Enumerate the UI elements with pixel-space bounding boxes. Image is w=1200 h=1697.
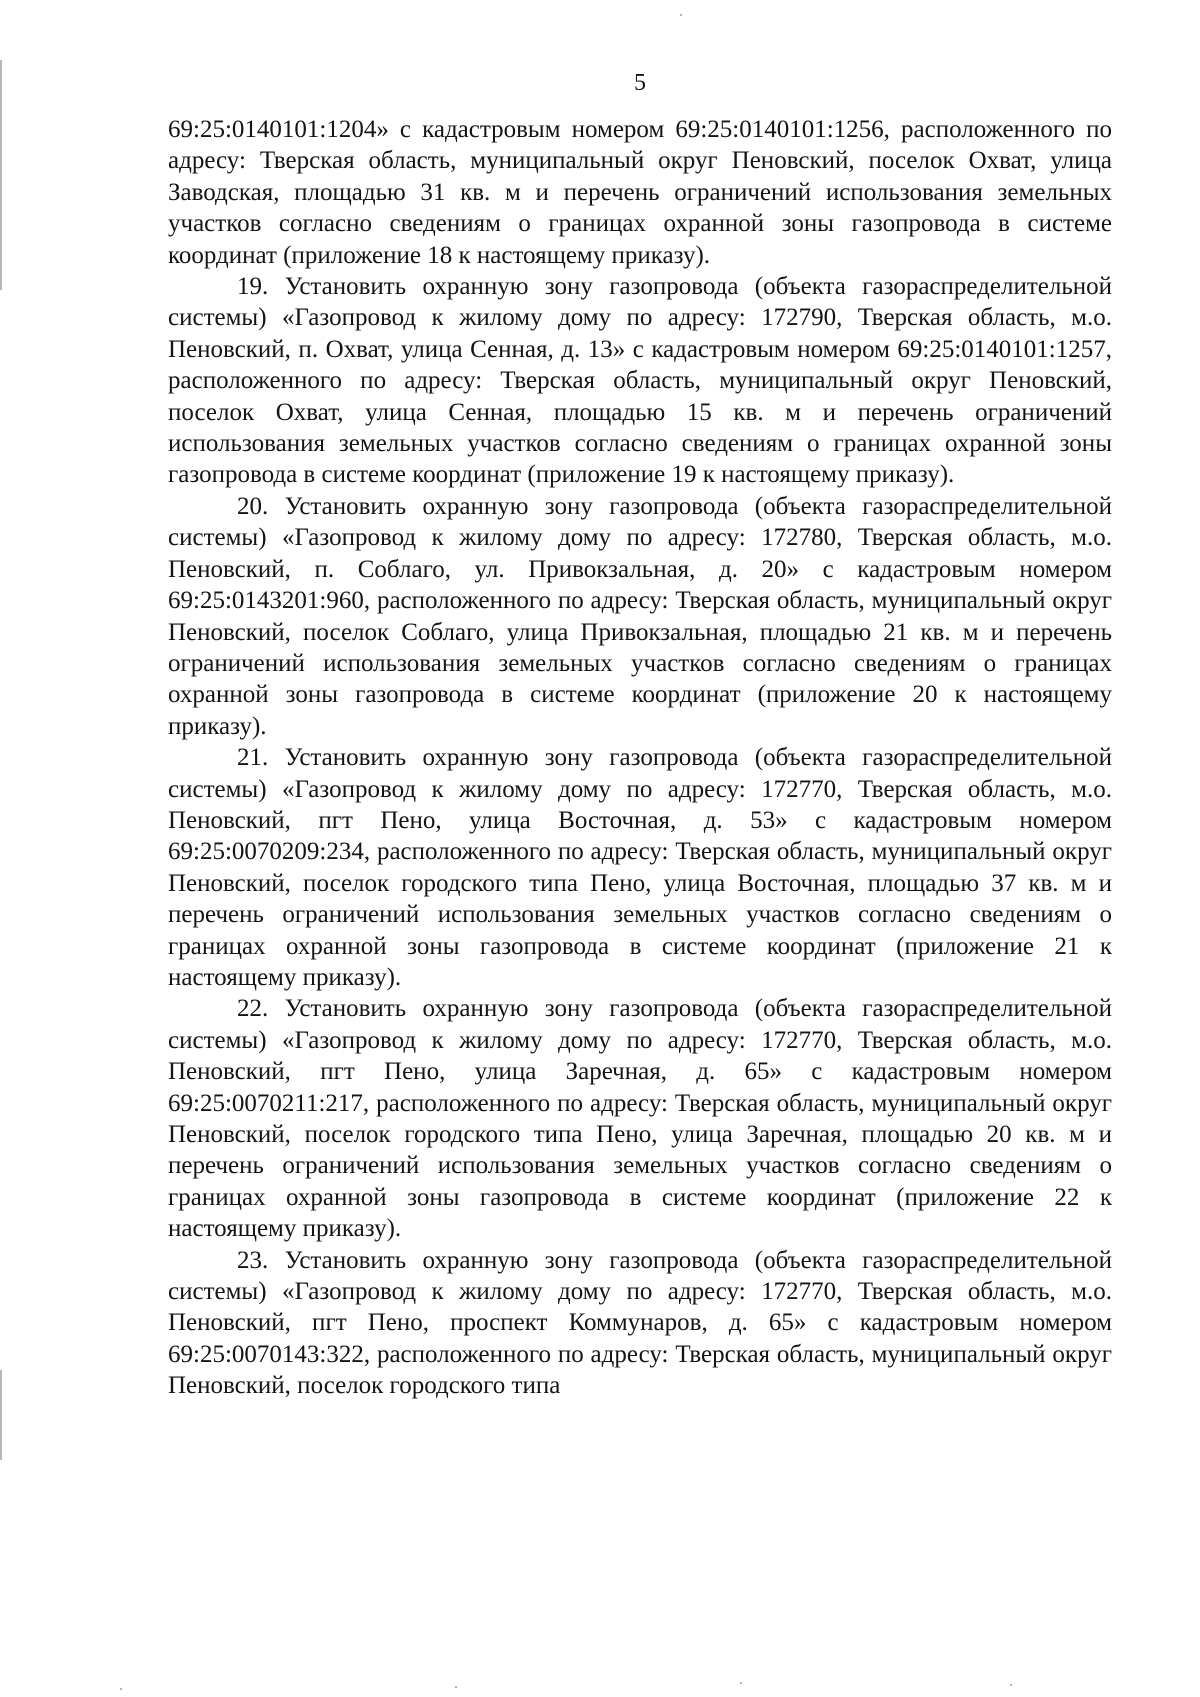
paragraph-item-19: 19. Установить охранную зону газопровода (объекта газораспределительной системы) «Газопровод к жилому дому по адресу: 172790, Тверская область, м.о. Пеновский, п. Охват, улица Сенная, д. 13» с кадастровым номером 69:25:0140101:1257, расположенного по адресу: Тверская область, муниципальный округ Пеновский, поселок Охват, улица Сенная, площадью 15 кв. м и перечень ограничений использования земельных участков согласно сведениям о границах охранной зоны газопровода в системе координат (приложение 19 к настоящему приказу). <box>168 273 1112 489</box>
document-body <box>168 114 1112 1402</box>
paragraph-item-20: 20. Установить охранную зону газопровода (объекта газораспределительной системы) «Газопровод к жилому дому по адресу: 172780, Тверская область, м.о. Пеновский, п. Соблаго, ул. Привокзальная, д. 20» с кадастровым номером 69:25:0143201:960, расположенного по адресу: Тверская область, муниципальный округ Пеновский, поселок Соблаго, улица Привокзальная, площадью 21 кв. м и перечень ограничений использования земельных участков согласно сведениям о границах охранной зоны газопровода в системе координат (приложение 20 к настоящему приказу). <box>168 492 1112 740</box>
scan-speck <box>1010 1684 1012 1686</box>
paragraph-item-23: 23. Установить охранную зону газопровода (объекта газораспределительной системы) «Газопровод к жилому дому по адресу: 172770, Тверская область, м.о. Пеновский, пгт Пено, проспект Коммунаров, д. 65» с кадастровым номером 69:25:0070143:322, расположенного по адресу: Тверская область, муниципальный округ Пеновский, поселок городского типа <box>168 1246 1112 1400</box>
scan-speck <box>455 1686 457 1688</box>
scan-speck <box>120 1688 122 1690</box>
page-number: 5 <box>634 70 646 96</box>
paragraph-continuation: 69:25:0140101:1204» с кадастровым номером 69:25:0140101:1256, расположенного по адресу: Тверская область, муниципальный округ Пеновский, поселок Охват, улица Заводская, площадью 31 кв. м и перечень ограничений использования земельных участков согласно сведениям о границах охранной зоны газопровода в системе координат (приложение 18 к настоящему приказу). <box>168 116 1112 269</box>
scan-speck <box>680 14 682 16</box>
paragraph-item-22: 22. Установить охранную зону газопровода (объекта газораспределительной системы) «Газопровод к жилому дому по адресу: 172770, Тверская область, м.о. Пеновский, пгт Пено, улица Заречная, д. 65» с кадастровым номером 69:25:0070211:217, расположенного по адресу: Тверская область, муниципальный округ Пеновский, поселок городского типа Пено, улица Заречная, площадью 20 кв. м и перечень ограничений использования земельных участков согласно сведениям о границах охранной зоны газопровода в системе координат (приложение 22 к настоящему приказу). <box>168 995 1112 1243</box>
paragraph-item-21: 21. Установить охранную зону газопровода (объекта газораспределительной системы) «Газопровод к жилому дому по адресу: 172770, Тверская область, м.о. Пеновский, пгт Пено, улица Восточная, д. 53» с кадастровым номером 69:25:0070209:234, расположенного по адресу: Тверская область, муниципальный округ Пеновский, поселок городского типа Пено, улица Восточная, площадью 37 кв. м и перечень ограничений использования земельных участков согласно сведениям о границах охранной зоны газопровода в системе координат (приложение 21 к настоящему приказу). <box>168 744 1112 991</box>
scan-edge-shadow <box>0 1370 2 1460</box>
scan-speck <box>740 1682 742 1684</box>
